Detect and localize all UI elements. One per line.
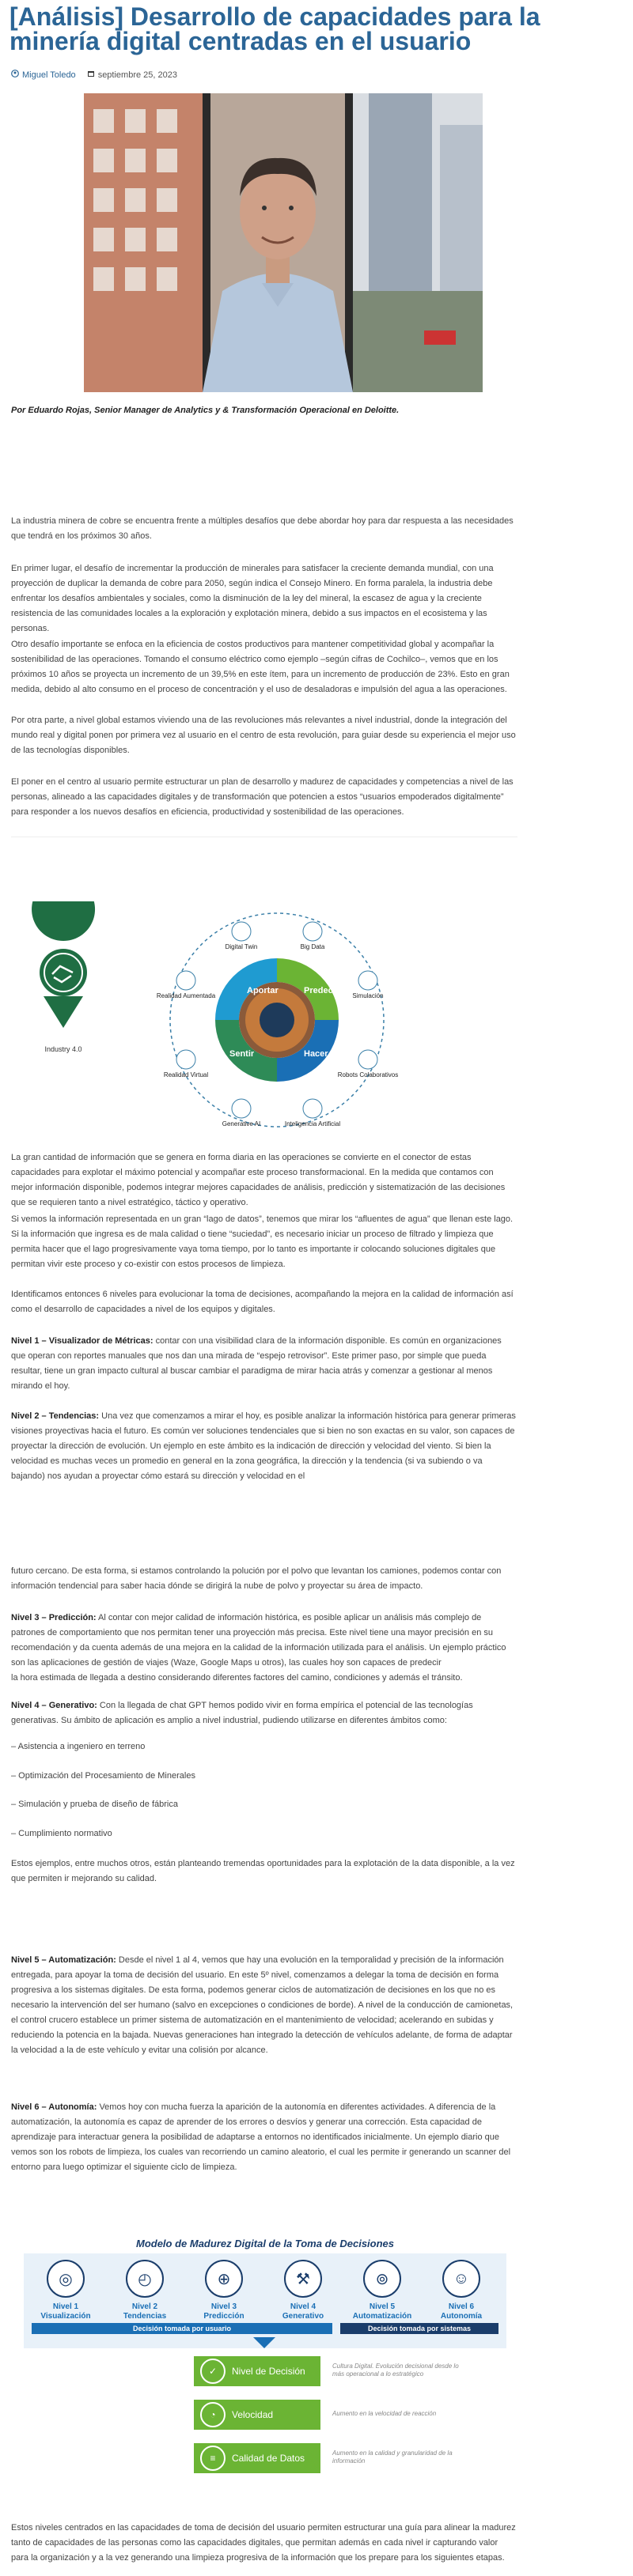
- svg-text:Realidad Aumentada: Realidad Aumentada: [156, 992, 216, 999]
- robot-icon: ☺: [442, 2260, 480, 2298]
- user-decision-bar: Decisión tomada por usuario: [32, 2323, 332, 2334]
- tools-icon: ⚒: [284, 2260, 322, 2298]
- svg-text:Generative AI: Generative AI: [222, 1120, 261, 1127]
- paragraph: En primer lugar, el desafío de incrementar la producción de minerales para satisfacer la creciente demanda mundial, con una proyección de duplicar la demanda de cobre para 2050, según indica el Consejo Minero. En forma paralela, la industria debe enfrentar los desafíos ambientales y sociales, como la disminución de la ley del mineral, la escasez de agua y la creciente resistencia de las comunidades locales a la exploración y explotación minera, debido a sus impactos en el ecosistema y las personas.: [11, 564, 494, 633]
- paragraph: La gran cantidad de información que se genera en forma diaria en las operaciones se convierte en el conector de estas capacidades para explotar el máximo potencial y acompañar este proceso transformacional. En la medida que contamos con mejor información disponible, podemos integrar mejores capacidades de análisis, predicción y sistematización de las decisiones que se requieren tanto a nivel estratégico, táctico y operativo.: [11, 1153, 506, 1207]
- paragraph: futuro cercano. De esta forma, si estamos controlando la polución por el polvo que levantan los camiones, podemos contar con información tendencial para saber hacia dónde se dirigirá la nube de polvo y proyectar su área de impacto.: [11, 1566, 502, 1591]
- paragraph: Otro desafío importante se enfoca en la eficiencia de costos productivos para mantener competitividad global y acompañar la sostenibilidad de las operaciones. Tomando el consumo eléctrico como ejemplo –según cifras de Cochilco–, vemos que en los próximos 10 años se proyecta un incremento de un 39,5% en este ítem, para un incremento de producción de 23%. Esto en gran medida, debido al alto consumo en el proceso de concentración y el uso de desaladoras e impulsión del agua a las operaciones.: [11, 640, 510, 694]
- decision-icon: ✓: [200, 2359, 226, 2384]
- svg-text:Big Data: Big Data: [300, 943, 325, 950]
- maturity-level-label: Nivel 4 Generativo: [282, 2302, 324, 2321]
- industry-badge: [32, 901, 95, 1028]
- article-title: [Análisis] Desarrollo de capacidades para la minería digital centradas en el usuario: [9, 2, 540, 55]
- speed-box: ◔ Velocidad: [194, 2400, 320, 2430]
- maturity-level-6: [427, 2260, 495, 2321]
- list-item: – Optimización del Procesamiento de Minerales: [11, 1771, 195, 1781]
- photo-caption: Por Eduardo Rojas, Senior Manager de Analytics y & Transformación Operacional en Deloitte.: [11, 406, 400, 415]
- quality-note: Aumento en la calidad y granularidad de la información: [332, 2449, 453, 2465]
- down-arrow-icon: [253, 2337, 275, 2348]
- svg-text:Hacer: Hacer: [304, 1049, 328, 1059]
- eye-icon: ◎: [47, 2260, 85, 2298]
- level-2-paragraph: Nivel 2 – Tendencias: Una vez que comenzamos a mirar el hoy, es posible analizar la información histórica para generar primeras visiones proyectivas hacia el futuro. Es común ver soluciones tendenciales que si bien no son exactas en su valor, son capaces de proyectar la dirección de evolución. Un ejemplo en este ámbito es la indicación de dirección y velocidad del viento. Si bien la velocidad es muchas veces un promedio en general en la zona geográfica, la dirección y la tendencia (si va subiendo o va bajando) nos ayudan a proyectar cómo estará su dirección y velocidad en el: [11, 1411, 516, 1481]
- data-quality-box: ≡ Calidad de Datos: [194, 2443, 320, 2473]
- industry-4-infographic: [8, 901, 506, 1139]
- system-decision-bar: Decisión tomada por sistemas: [340, 2323, 498, 2334]
- author-photo: [84, 93, 483, 392]
- svg-text:Digital Twin: Digital Twin: [225, 943, 258, 950]
- level-1-paragraph: Nivel 1 – Visualizador de Métricas: contar con una visibilidad clara de la información disponible. Es común en organizaciones que operan con reportes manuales que nos dan una mirada de “espejo retrovisor”. Este primer paso, por simple que pueda resultar, tiene un gran impacto cultural al buscar cambiar el paradigma de mirar hacia atrás y comenzar a gestionar al menos mirando el hoy.: [11, 1336, 502, 1391]
- paragraph: Estos ejemplos, entre muchos otros, están planteando tremendas oportunidades para la explotación de la data disponible, a la vez que permiten ir mejorando su calidad.: [11, 1859, 515, 1883]
- list-item: – Simulación y prueba de diseño de fábrica: [11, 1800, 178, 1809]
- maturity-level-label: Nivel 5 Automatización: [352, 2302, 412, 2321]
- svg-text:Inteligencia Artificial: Inteligencia Artificial: [284, 1120, 341, 1127]
- level-3-paragraph: Nivel 3 – Predicción: Al contar con mejor calidad de información histórica, es posible aplicar un análisis más complejo de patrones de comportamiento que nos permitan tener una proyección más precisa. Este nivel tiene una mayor precisión en su recomendación y da cuenta además de una mejora en la calidad de la información utilizada para el análisis. Un ejemplo práctico son las aplicaciones de gestión de viajes (Waze, Google Maps u otros), las cuales hoy son capaces de predecir: [11, 1613, 506, 1668]
- level-6-paragraph: Nivel 6 – Autonomía: Vemos hoy con mucha fuerza la aparición de la autonomía en diferentes actividades. A diferencia de la automatización, la autonomía es capaz de aprender de los errores o desvíos y generar una corrección. Esta capacidad de aprendizaje para interactuar genera la posibilidad de adaptarse a entornos no identificados inicialmente. Un ejemplo diario que vemos son los robots de limpieza, los cuales van recorriendo un camino aleatorio, el cual les permite ir generando un scanner del entorno para luego optimizar el siguiente ciclo de limpieza.: [11, 2102, 511, 2172]
- paragraph: Identificamos entonces 6 niveles para evolucionar la toma de decisiones, acompañando la mejora en la calidad de información así como el desarrollo de capacidades a nivel de los equipos y digitales.: [11, 1290, 514, 1314]
- maturity-model-diagram: [24, 2238, 506, 2491]
- svg-text:Robots Colaborativos: Robots Colaborativos: [337, 1071, 399, 1078]
- globe-icon: ⊕: [205, 2260, 243, 2298]
- svg-text:Predecir: Predecir: [304, 986, 339, 995]
- paragraph: Si vemos la información representada en un gran “lago de datos”, tenemos que mirar los “afluentes de agua” que llenan este lago. Si la información que ingresa es de mala calidad o tiene “suciedad”, es necesario iniciar un proceso de filtrado y limpieza que permita hacer que el lago progresivamente vaya toma tiempo, por lo tanto es importante ir colocando soluciones digitales que permitan vivir este proceso y co-existir con estos procesos de limpieza.: [11, 1214, 514, 1269]
- list-item: – Cumplimiento normativo: [11, 1829, 112, 1838]
- database-icon: ≡: [200, 2446, 226, 2471]
- lifebuoy-icon: ⊚: [363, 2260, 401, 2298]
- paragraph: Por otra parte, a nivel global estamos viviendo una de las revoluciones más relevantes a nivel industrial, donde la integración del mundo real y digital ponen por primera vez al usuario en el centro de esta revolución, para guiar desde su experiencia el mejor uso de las tecnologías disponibles.: [11, 716, 516, 755]
- list-item: – Asistencia a ingeniero en terreno: [11, 1742, 146, 1751]
- level-5-paragraph: Nivel 5 – Automatización: Desde el nivel 1 al 4, vemos que hay una evolución en la temporalidad y precisión de la información entregada, para apoyar la toma de decisión del usuario. En este 5º nivel, comenzamos a delegar la toma de decisión en forma progresiva a los sistemas digitales. De esta forma, podemos generar ciclos de automatización de decisiones en los que no es necesario la intervención del ser humano (salvo en excepciones o condiciones de borde). A nivel de la conducción de camionetas, el control crucero establece un primer sistema de automatización en el mantenimiento de velocidad; acelerando en subidas y reduciendo la potencia en la bajada. Nuevas generaciones han integrado la detección de vehículos adelante, de forma de adaptar la velocidad a la de este vehículo y evitar una colisión por alcance.: [11, 1955, 514, 2055]
- speed-note: Aumento en la velocidad de reacción: [332, 2410, 437, 2417]
- paragraph: Estos niveles centrados en las capacidades de toma de decisión del usuario permiten estructurar una guía para alinear la madurez tanto de capacidades de las personas como las capacidades digitales, que permitan además en cada nivel ir capturando valor para la organización y a la vez generando una limpieza progresiva de la información que los prepare para los siguientes etapas.: [11, 2523, 516, 2563]
- user-icon: [11, 70, 19, 80]
- maturity-level-2: [111, 2260, 179, 2321]
- clock-icon: ◴: [126, 2260, 164, 2298]
- speed-icon: ◔: [200, 2402, 226, 2427]
- maturity-level-3: [190, 2260, 258, 2321]
- maturity-level-4: [269, 2260, 337, 2321]
- decision-level-box: ✓ Nivel de Decisión: [194, 2356, 320, 2386]
- svg-text:Realidad Virtual: Realidad Virtual: [163, 1071, 209, 1078]
- author-name[interactable]: Miguel Toledo: [22, 70, 76, 80]
- maturity-level-5: [348, 2260, 416, 2321]
- industry-label: Industry 4.0: [44, 1045, 82, 1053]
- paragraph: La industria minera de cobre se encuentra frente a múltiples desafíos que debe abordar hoy para dar respuesta a las necesidades que tendrá en los próximos 30 años.: [11, 516, 514, 541]
- article-meta: [11, 70, 177, 80]
- maturity-level-label: Nivel 3 Predicción: [203, 2302, 244, 2321]
- level-4-paragraph: Nivel 4 – Generativo: Con la llegada de chat GPT hemos podido vivir en forma empírica el potencial de las tecnologías generativas. Su ámbito de aplicación es amplio a nivel industrial, pudiendo utilizarse en diferentes ámbitos como:: [11, 1701, 473, 1725]
- svg-text:Sentir: Sentir: [229, 1049, 255, 1059]
- author-link[interactable]: [11, 70, 76, 80]
- maturity-level-label: Nivel 1 Visualización: [40, 2302, 91, 2321]
- decision-note: Cultura Digital. Evolución decisional desde lo más operacional a lo estratégico: [332, 2363, 459, 2378]
- calendar-icon: [87, 70, 95, 80]
- diagram-title: Modelo de Madurez Digital de la Toma de Decisiones: [135, 2238, 395, 2249]
- post-date: septiembre 25, 2023: [87, 70, 177, 80]
- paragraph: El poner en el centro al usuario permite estructurar un plan de desarrollo y madurez de capacidades y competencias a nivel de las personas, alineado a las capacidades digitales y de transformación que potencien a estos “usuarios empoderados digitalmente” para responder a los nuevos desafíos en eficiencia, productividad y sostenibilidad de las operaciones.: [11, 777, 514, 817]
- maturity-level-label: Nivel 2 Tendencias: [123, 2302, 167, 2321]
- paragraph: la hora estimada de llegada a destino considerando diferentes factores del camino, condiciones y además el tránsito.: [11, 1673, 463, 1683]
- maturity-level-1: [32, 2260, 100, 2321]
- svg-text:Aportar: Aportar: [247, 986, 279, 995]
- maturity-level-label: Nivel 6 Autonomía: [440, 2302, 483, 2321]
- svg-text:Simulación: Simulación: [352, 992, 384, 999]
